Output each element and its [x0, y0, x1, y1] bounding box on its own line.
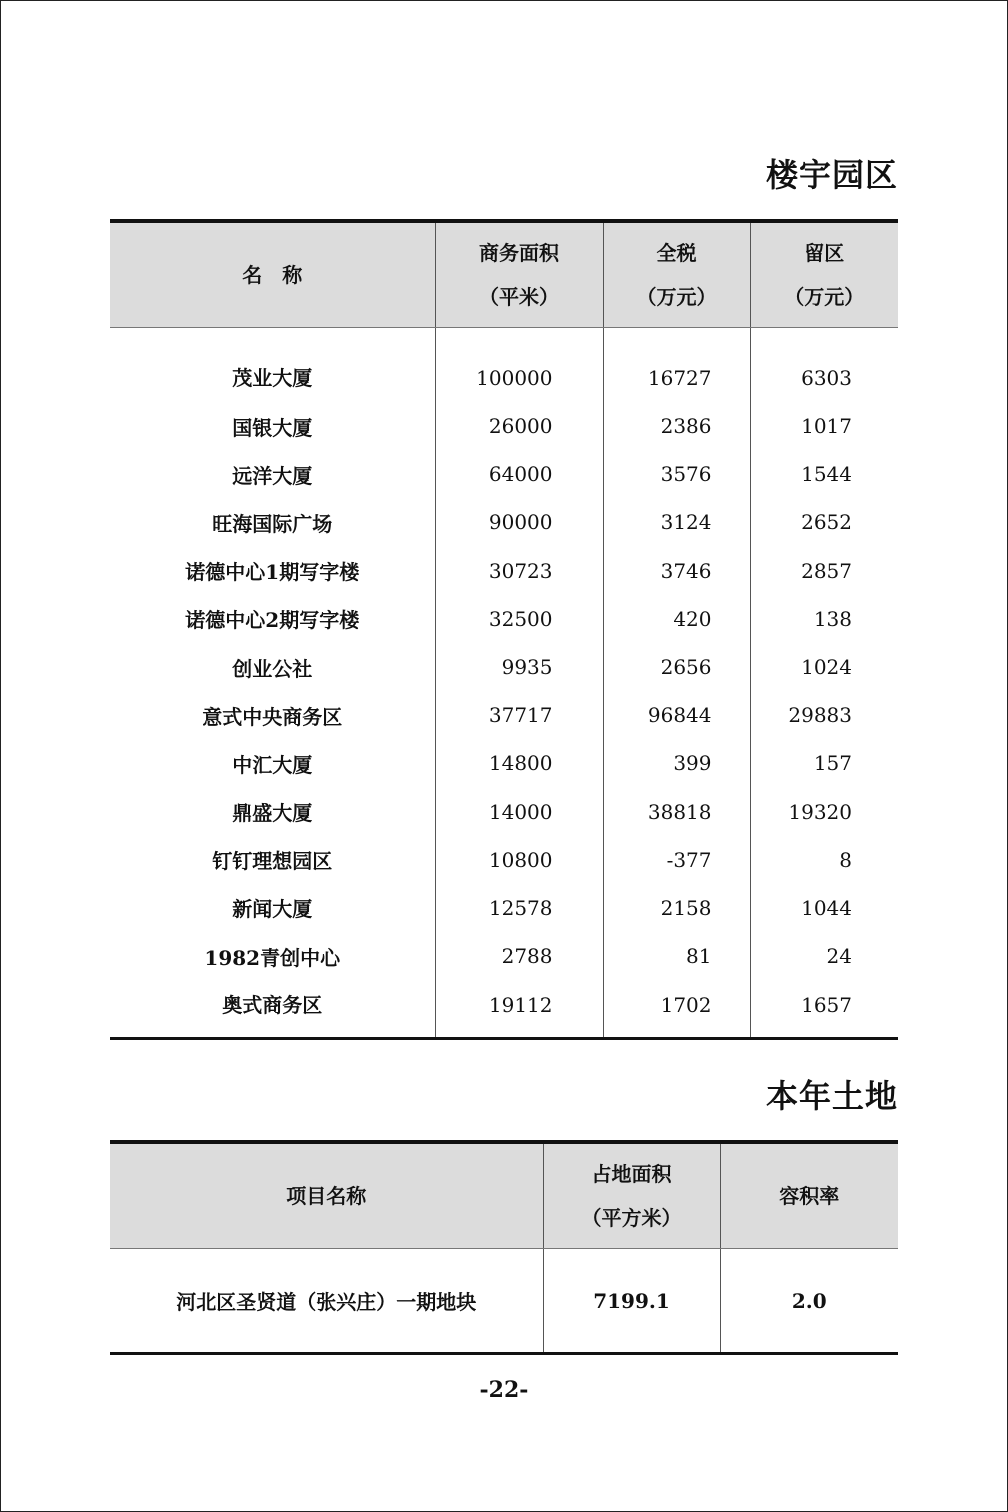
- tax-cell: 16727: [603, 328, 750, 403]
- area-cell: 90000: [435, 498, 603, 546]
- table-row: [110, 547, 898, 595]
- table-row: [110, 643, 898, 691]
- table-row: [110, 450, 898, 498]
- page-number: -22-: [479, 1377, 529, 1403]
- table-row: [110, 1249, 898, 1354]
- retained-cell: 1544: [750, 450, 898, 498]
- retained-cell: 2652: [750, 498, 898, 546]
- table-header-row: [110, 1142, 898, 1249]
- area-cell: 100000: [435, 328, 603, 403]
- tax-cell: 3746: [603, 547, 750, 595]
- area-cell: 32500: [435, 595, 603, 643]
- header-area: 商务面积 （平米）: [435, 221, 603, 328]
- name-cell: 鼎盛大厦: [232, 801, 313, 826]
- retained-cell: 2857: [750, 547, 898, 595]
- table-header-row: [110, 221, 898, 328]
- header-plot-ratio: 容积率: [720, 1142, 898, 1249]
- area-cell: 37717: [435, 691, 603, 739]
- table-row: [110, 932, 898, 980]
- retained-cell: 6303: [750, 328, 898, 403]
- tax-cell: 399: [603, 739, 750, 787]
- area-cell: 30723: [435, 547, 603, 595]
- table-row: [110, 402, 898, 450]
- name-cell: 新闻大厦: [232, 897, 313, 922]
- retained-cell: 29883: [750, 691, 898, 739]
- tax-cell: 420: [603, 595, 750, 643]
- table-row: [110, 328, 898, 403]
- tax-cell: 2386: [603, 402, 750, 450]
- plot-ratio-cell: 2.0: [720, 1249, 898, 1354]
- retained-cell: 8: [750, 836, 898, 884]
- header-land-area: 占地面积 （平方米）: [543, 1142, 720, 1249]
- name-cell: 远洋大厦: [232, 463, 313, 488]
- name-cell: 创业公社: [232, 656, 313, 681]
- land-table: [110, 1140, 898, 1355]
- tax-cell: 3576: [603, 450, 750, 498]
- retained-cell: 19320: [750, 788, 898, 836]
- retained-cell: 157: [750, 739, 898, 787]
- retained-cell: 1657: [750, 980, 898, 1039]
- header-tax: 全税 （万元）: [603, 221, 750, 328]
- area-cell: 26000: [435, 402, 603, 450]
- retained-cell: 1017: [750, 402, 898, 450]
- table-row: [110, 595, 898, 643]
- area-cell: 19112: [435, 980, 603, 1039]
- name-cell: 奥式商务区: [110, 980, 435, 1039]
- retained-cell: 24: [750, 932, 898, 980]
- table-row: [110, 498, 898, 546]
- table-row: [110, 836, 898, 884]
- tax-cell: 81: [603, 932, 750, 980]
- tax-cell: 96844: [603, 691, 750, 739]
- retained-cell: 1044: [750, 884, 898, 932]
- tax-cell: 2158: [603, 884, 750, 932]
- table-row: [110, 691, 898, 739]
- section-title-buildings: 楼宇园区: [765, 156, 898, 194]
- area-cell: 10800: [435, 836, 603, 884]
- header-retained: 留区 （万元）: [750, 221, 898, 328]
- header-project-name: 项目名称: [110, 1142, 543, 1249]
- table-row: [110, 884, 898, 932]
- tax-cell: -377: [603, 836, 750, 884]
- area-cell: 14800: [435, 739, 603, 787]
- name-cell: 诺德中心1期写字楼: [185, 560, 360, 585]
- buildings-table: [110, 219, 898, 1040]
- tax-cell: 2656: [603, 643, 750, 691]
- tax-cell: 3124: [603, 498, 750, 546]
- name-cell: 旺海国际广场: [212, 511, 333, 536]
- name-cell: 1982青创中心: [204, 945, 341, 970]
- name-cell: 国银大厦: [232, 415, 313, 440]
- table-row: [110, 788, 898, 836]
- table-row: [110, 739, 898, 787]
- area-cell: 12578: [435, 884, 603, 932]
- name-cell: 中汇大厦: [232, 752, 313, 777]
- section-title-land: 本年土地: [765, 1077, 898, 1115]
- area-cell: 2788: [435, 932, 603, 980]
- retained-cell: 1024: [750, 643, 898, 691]
- area-cell: 64000: [435, 450, 603, 498]
- tax-cell: 1702: [603, 980, 750, 1039]
- area-cell: 14000: [435, 788, 603, 836]
- table-row: [110, 980, 898, 1039]
- name-cell: 茂业大厦: [232, 366, 313, 390]
- project-name-cell: 河北区圣贤道（张兴庄）一期地块: [110, 1249, 543, 1354]
- header-name: 名 称: [110, 221, 435, 328]
- land-area-cell: 7199.1: [543, 1249, 720, 1354]
- name-cell: 意式中央商务区: [202, 704, 343, 729]
- retained-cell: 138: [750, 595, 898, 643]
- name-cell: 钉钉理想园区: [212, 849, 333, 874]
- tax-cell: 38818: [603, 788, 750, 836]
- name-cell: 诺德中心2期写字楼: [185, 608, 360, 633]
- area-cell: 9935: [435, 643, 603, 691]
